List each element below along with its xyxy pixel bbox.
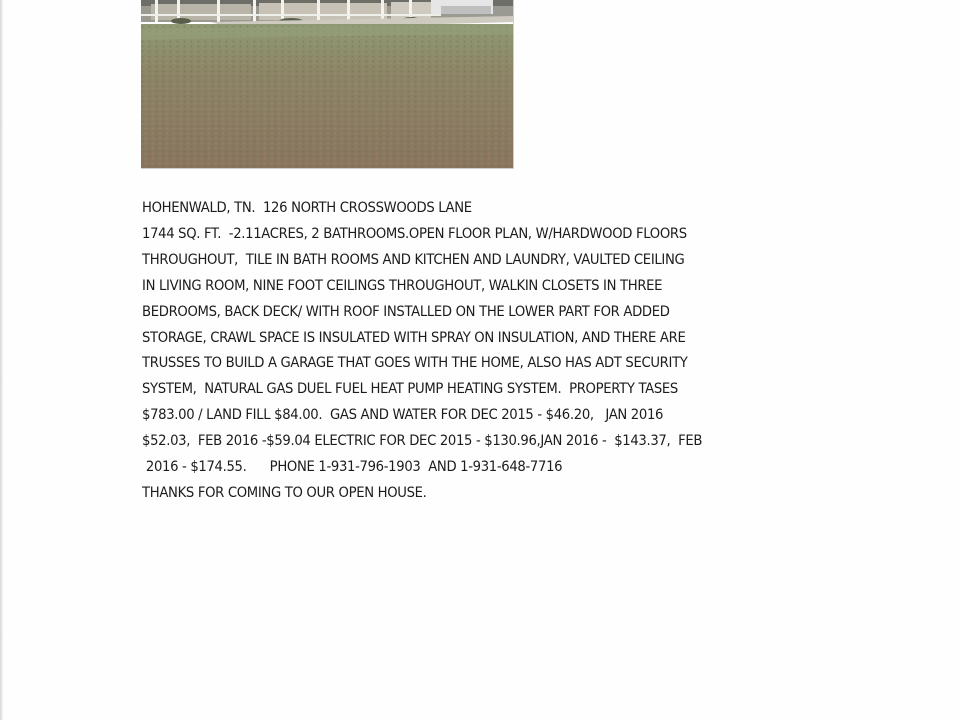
- listing-line: THROUGHOUT, TILE IN BATH ROOMS AND KITCHEN AND LAUNDRY, VAULTED CEILING: [142, 251, 685, 268]
- listing-line: $52.03, FEB 2016 -$59.04 ELECTRIC FOR DEC 2015 - $130.96,JAN 2016 - $143.37, FEB: [142, 433, 703, 450]
- listing-line-address: HOHENWALD, TN. 126 NORTH CROSSWOODS LANE: [142, 200, 472, 216]
- listing-line: IN LIVING ROOM, NINE FOOT CEILINGS THROUGHOUT, WALKIN CLOSETS IN THREE: [142, 277, 663, 294]
- listing-line: STORAGE, CRAWL SPACE IS INSULATED WITH SPRAY ON INSULATION, AND THERE ARE: [142, 329, 686, 346]
- listing-line: 1744 SQ. FT. -2.11ACRES, 2 BATHROOMS.OPEN FLOOR PLAN, W/HARDWOOD FLOORS: [142, 225, 687, 242]
- listing-line-thanks: THANKS FOR COMING TO OUR OPEN HOUSE.: [142, 484, 427, 501]
- house-photo: [141, 0, 514, 169]
- listing-line: BEDROOMS, BACK DECK/ WITH ROOF INSTALLED ON THE LOWER PART FOR ADDED: [142, 303, 670, 320]
- listing-line: $783.00 / LAND FILL $84.00. GAS AND WATER FOR DEC 2015 - $46.20, JAN 2016: [142, 407, 664, 424]
- listing-line: SYSTEM, NATURAL GAS DUEL FUEL HEAT PUMP HEATING SYSTEM. PROPERTY TASES: [142, 381, 678, 398]
- page-edge-shadow: [0, 0, 3, 720]
- listing-line-phone: 2016 - $174.55. PHONE 1-931-796-1903 AND 1-931-648-7716: [142, 459, 563, 476]
- listing-line: TRUSSES TO BUILD A GARAGE THAT GOES WITH THE HOME, ALSO HAS ADT SECURITY: [142, 355, 688, 372]
- listing-description: [142, 196, 774, 507]
